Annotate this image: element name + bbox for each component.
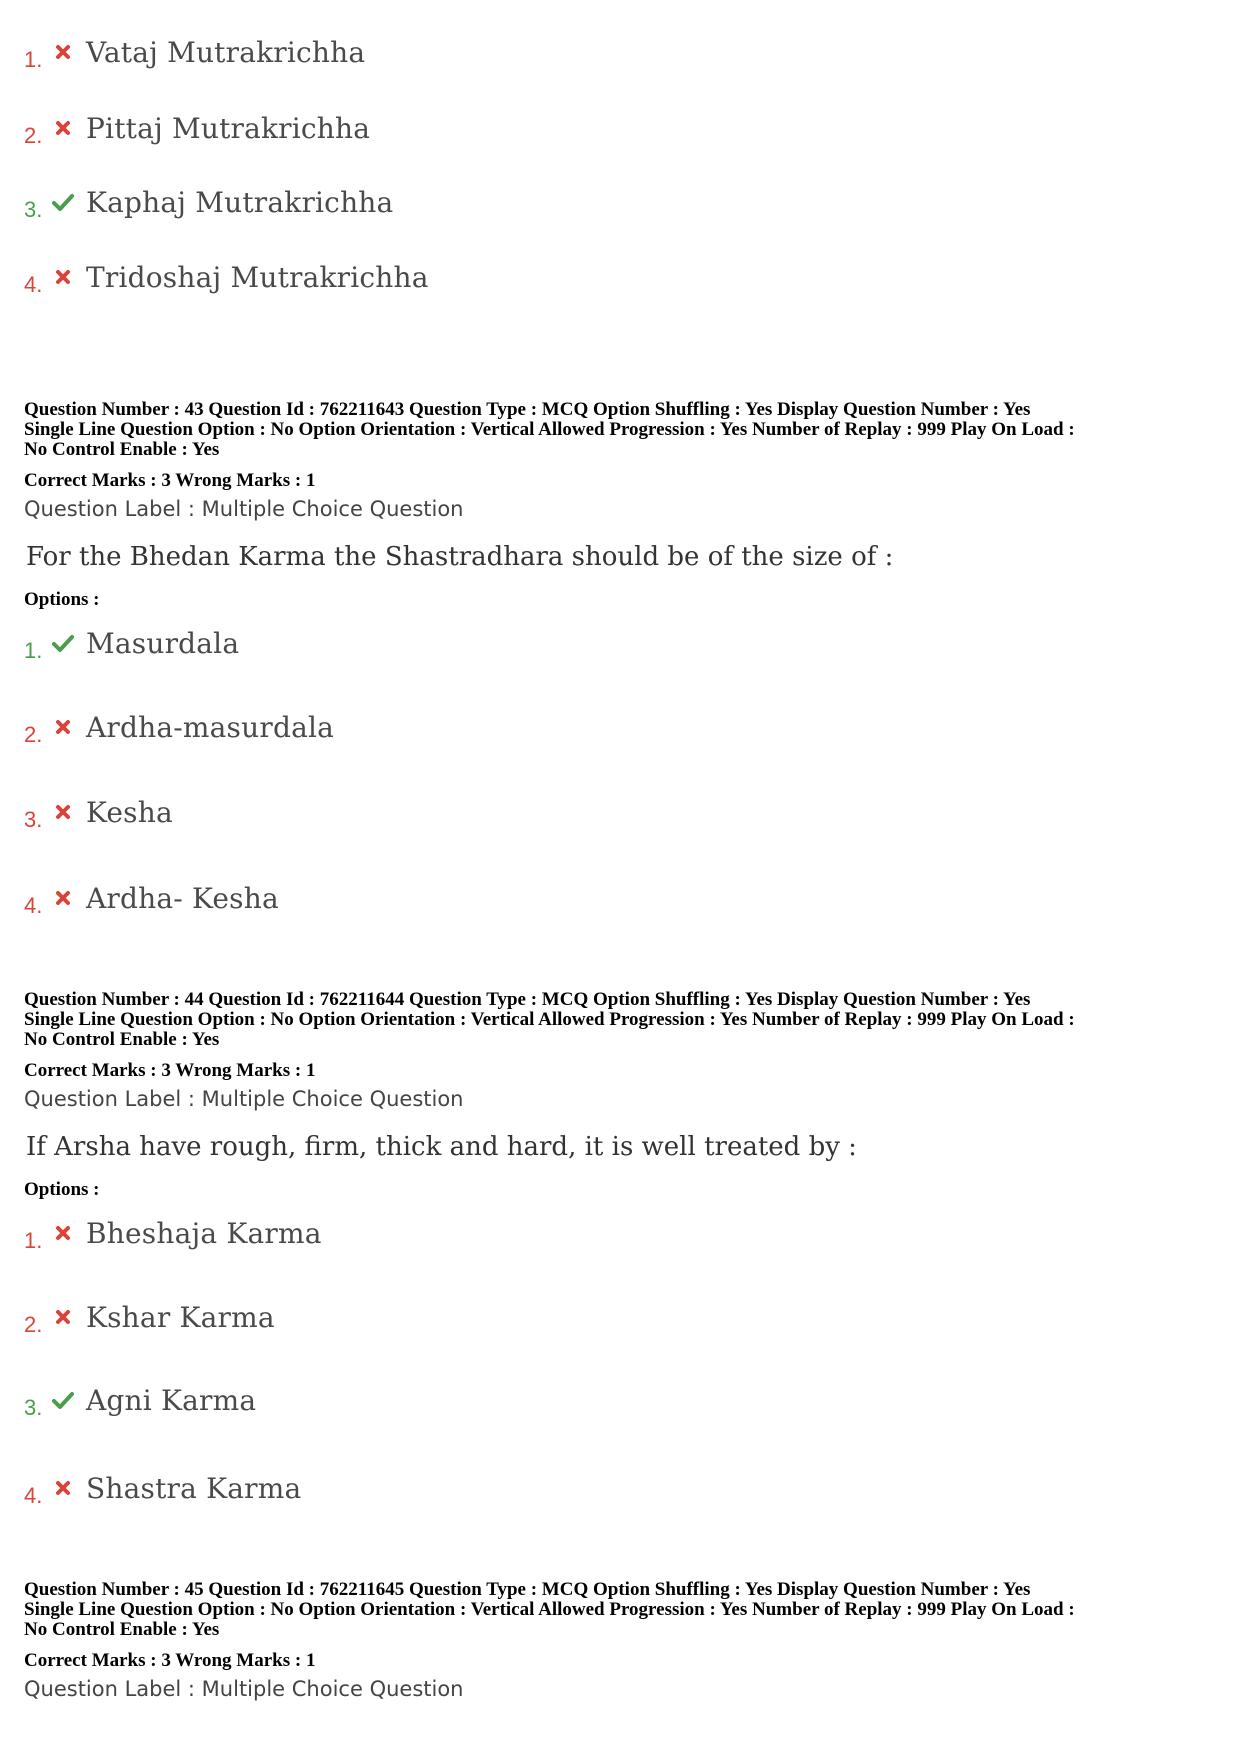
wrong-icon <box>50 714 76 740</box>
option-text: Shastra Karma <box>86 1471 302 1505</box>
option-number: 1. <box>24 47 43 72</box>
q44-option-4 <box>24 1468 301 1508</box>
wrong-icon <box>50 264 76 290</box>
meta-line: Single Line Question Option : No Option Orientation : Vertical Allowed Progression : Yes Number of Replay : 999 Play On Load : <box>24 419 1075 440</box>
option-text: Vataj Mutrakrichha <box>86 35 366 69</box>
wrong-icon <box>50 1220 76 1246</box>
meta-line: No Control Enable : Yes <box>24 439 220 460</box>
option-number: 3. <box>24 1395 43 1420</box>
q43-question-text: For the Bhedan Karma the Shastradhara should be of the size of : <box>26 542 894 572</box>
q43-options-label: Options : <box>24 589 100 610</box>
prev-option-4 <box>24 257 429 297</box>
option-number: 2. <box>24 123 43 148</box>
option-number: 4. <box>24 272 43 297</box>
q44-marks: Correct Marks : 3 Wrong Marks : 1 <box>24 1060 316 1081</box>
option-text: Kesha <box>86 795 173 829</box>
meta-line: No Control Enable : Yes <box>24 1619 220 1640</box>
option-text: Ardha-masurdala <box>86 710 335 744</box>
q43-option-1 <box>24 623 239 663</box>
option-number: 1. <box>24 1228 43 1253</box>
meta-line: Question Number : 44 Question Id : 762211644 Question Type : MCQ Option Shuffling : Yes Display Question Number : Yes <box>24 989 1031 1010</box>
q45-meta <box>24 1580 1214 1640</box>
option-number: 4. <box>24 893 43 918</box>
wrong-icon <box>50 885 76 911</box>
prev-option-1 <box>24 32 365 72</box>
q43-label: Question Label : Multiple Choice Question <box>24 497 464 521</box>
q45-marks: Correct Marks : 3 Wrong Marks : 1 <box>24 1650 316 1671</box>
q43-option-3 <box>24 792 173 832</box>
wrong-icon <box>50 1304 76 1330</box>
q44-option-3 <box>24 1380 256 1420</box>
check-icon <box>50 1387 76 1413</box>
prev-option-2 <box>24 108 370 148</box>
q43-option-2 <box>24 707 334 747</box>
check-icon <box>50 189 76 215</box>
check-icon <box>50 630 76 656</box>
option-text: Bheshaja Karma <box>86 1216 322 1250</box>
option-text: Pittaj Mutrakrichha <box>86 111 371 145</box>
q43-option-4 <box>24 878 279 918</box>
option-number: 2. <box>24 1312 43 1337</box>
wrong-icon <box>50 115 76 141</box>
option-text: Masurdala <box>86 626 240 660</box>
q43-meta <box>24 400 1214 460</box>
option-number: 2. <box>24 722 43 747</box>
option-text: Agni Karma <box>86 1383 257 1417</box>
option-text: Ardha- Kesha <box>86 881 279 915</box>
meta-line: No Control Enable : Yes <box>24 1029 220 1050</box>
meta-line: Question Number : 43 Question Id : 762211643 Question Type : MCQ Option Shuffling : Yes Display Question Number : Yes <box>24 399 1031 420</box>
option-number: 3. <box>24 197 43 222</box>
q44-label: Question Label : Multiple Choice Question <box>24 1087 464 1111</box>
option-text: Kshar Karma <box>86 1300 275 1334</box>
q44-option-1 <box>24 1213 322 1253</box>
q44-meta <box>24 990 1214 1050</box>
q45-label: Question Label : Multiple Choice Question <box>24 1677 464 1701</box>
q44-option-2 <box>24 1297 275 1337</box>
wrong-icon <box>50 799 76 825</box>
option-text: Tridoshaj Mutrakrichha <box>86 260 429 294</box>
meta-line: Question Number : 45 Question Id : 762211645 Question Type : MCQ Option Shuffling : Yes Display Question Number : Yes <box>24 1579 1031 1600</box>
option-text: Kaphaj Mutrakrichha <box>86 185 394 219</box>
option-number: 1. <box>24 638 43 663</box>
prev-option-3 <box>24 182 393 222</box>
meta-line: Single Line Question Option : No Option Orientation : Vertical Allowed Progression : Yes Number of Replay : 999 Play On Load : <box>24 1009 1075 1030</box>
option-number: 4. <box>24 1483 43 1508</box>
q44-options-label: Options : <box>24 1179 100 1200</box>
meta-line: Single Line Question Option : No Option Orientation : Vertical Allowed Progression : Yes Number of Replay : 999 Play On Load : <box>24 1599 1075 1620</box>
wrong-icon <box>50 39 76 65</box>
q44-question-text: If Arsha have rough, firm, thick and hard, it is well treated by : <box>26 1132 857 1162</box>
wrong-icon <box>50 1475 76 1501</box>
option-number: 3. <box>24 807 43 832</box>
q43-marks: Correct Marks : 3 Wrong Marks : 1 <box>24 470 316 491</box>
